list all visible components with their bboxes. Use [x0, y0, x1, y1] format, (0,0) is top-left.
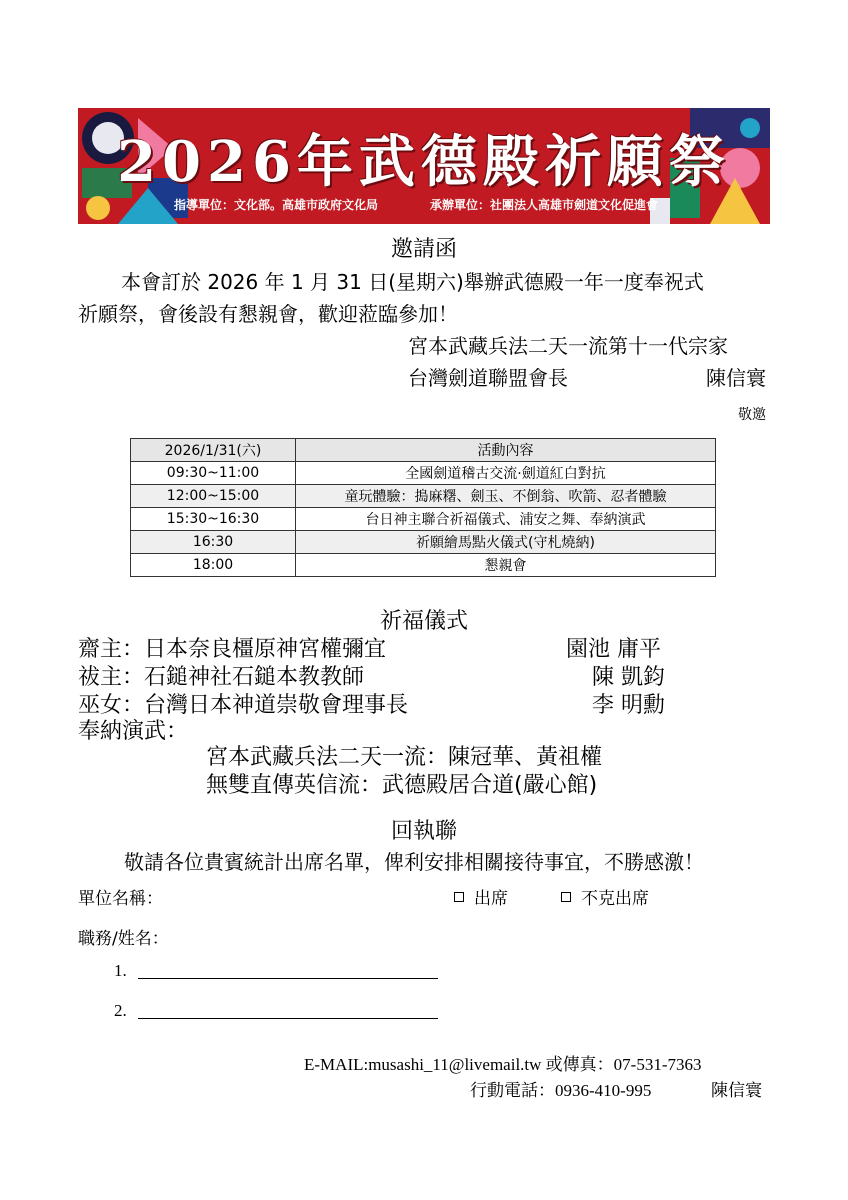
- contact-name: 陳信寰: [711, 1081, 762, 1101]
- unit-name-label: 單位名稱：: [78, 889, 163, 909]
- table-header-row: [131, 439, 716, 462]
- guidance-units: 指導單位：文化部。高雄市政府文化局: [174, 198, 379, 212]
- table-row: [131, 508, 716, 531]
- header-date: 2026/1/31(六): [131, 439, 296, 462]
- decline-checkbox[interactable]: [561, 892, 571, 902]
- regards: 敬邀: [738, 407, 766, 423]
- miko-name: 李 明勳: [592, 693, 665, 718]
- table-row: [131, 462, 716, 485]
- attend-checkbox[interactable]: [454, 892, 464, 902]
- signatory-title: 宮本武藏兵法二天一流第十一代宗家: [408, 334, 728, 358]
- signatory-name: 陳信寰: [706, 366, 766, 390]
- row-time: 15:30~16:30: [131, 508, 296, 531]
- table-row: [131, 554, 716, 577]
- demo-school-1: 宮本武藏兵法二天一流：陳冠華、黃祖權: [206, 745, 603, 770]
- reply-note: 敬請各位貴賓統計出席名單，俾利安排相關接待事宜，不勝感激！: [124, 850, 704, 874]
- row-time: 12:00~15:00: [131, 485, 296, 508]
- mobile-phone: 行動電話：0936-410-995: [470, 1081, 652, 1100]
- row-activity: 懇親會: [296, 554, 716, 577]
- decline-label: 不克出席: [581, 889, 649, 909]
- row-activity: 全國劍道稽古交流·劍道紅白對抗: [296, 462, 716, 485]
- invitation-line-1: 本會訂於 2026 年 1 月 31 日(星期六)舉辦武德殿一年一度奉祝式: [121, 270, 704, 294]
- email-fax: E-MAIL:musashi_11@livemail.tw 或傳真：07-531-7363: [304, 1055, 702, 1074]
- invitation-line-2: 祈願祭，會後設有懇親會，歡迎蒞臨參加！: [78, 302, 458, 326]
- organizer-unit: 承辦單位：社團法人高雄市劍道文化促進會: [430, 198, 659, 212]
- miko-role: 巫女：台灣日本神道崇敬會理事長: [78, 693, 409, 718]
- demo-school-2: 無雙直傳英信流：武德殿居合道(嚴心館): [206, 773, 598, 798]
- purifier-role: 祓主：石鎚神社石鎚本教教師: [78, 665, 365, 690]
- row-activity: 台日神主聯合祈福儀式、浦安之舞、奉納演武: [296, 508, 716, 531]
- entry-number-1: 1.: [114, 961, 127, 980]
- entry-number-2: 2.: [114, 1001, 127, 1020]
- table-row: [131, 485, 716, 508]
- row-activity: 祈願繪馬點火儀式(守札燒納): [296, 531, 716, 554]
- schedule-table: [130, 438, 716, 577]
- banner-title: 2026年武德殿祈願祭: [117, 129, 731, 195]
- entry-line-2[interactable]: [138, 1018, 438, 1019]
- officiant-role: 齋主：日本奈良橿原神宮權彌宜: [78, 637, 387, 662]
- ceremony-heading: 祈福儀式: [379, 609, 468, 634]
- row-time: 16:30: [131, 531, 296, 554]
- row-activity: 童玩體驗：搗麻糬、劍玉、不倒翁、吹箭、忍者體驗: [296, 485, 716, 508]
- signatory-position: 台灣劍道聯盟會長: [408, 366, 568, 390]
- header-content: 活動內容: [296, 439, 716, 462]
- invitation-heading: 邀請函: [390, 237, 457, 262]
- attend-option[interactable]: [454, 884, 508, 909]
- row-time: 18:00: [131, 554, 296, 577]
- reply-heading: 回執聯: [390, 819, 457, 844]
- decline-option[interactable]: [561, 884, 649, 909]
- event-banner: [78, 108, 770, 224]
- entry-line-1[interactable]: [138, 978, 438, 979]
- officiant-name: 園池 庸平: [566, 637, 661, 662]
- table-row: [131, 531, 716, 554]
- purifier-name: 陳 凱鈞: [592, 665, 665, 690]
- attend-label: 出席: [474, 889, 508, 909]
- row-time: 09:30~11:00: [131, 462, 296, 485]
- position-name-label: 職務/姓名：: [78, 929, 169, 949]
- demo-label: 奉納演武：: [78, 719, 189, 744]
